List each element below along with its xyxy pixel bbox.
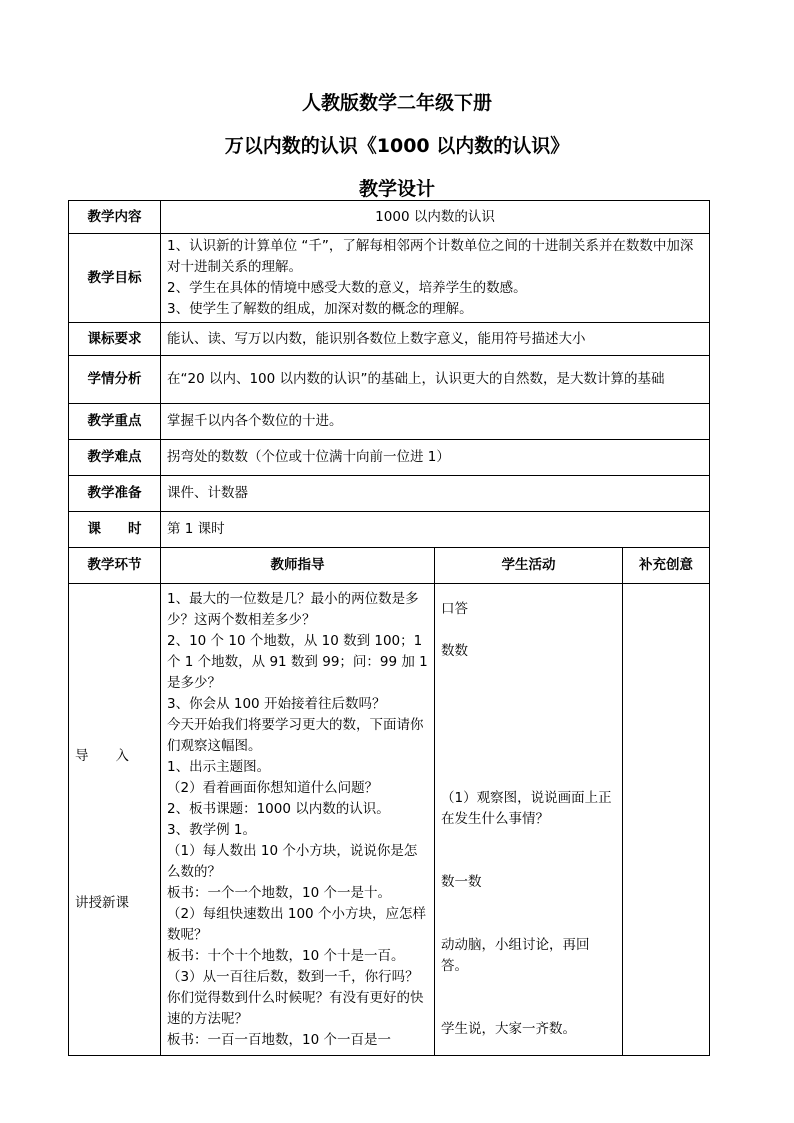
teacher-line: 2、10 个 10 个地数，从 10 数到 100；1 个 1 个地数，从 91 数到 99；问：99 加 1 是多少？ bbox=[167, 632, 428, 691]
row-prep bbox=[69, 476, 710, 512]
header-extra: 补充创意 bbox=[623, 548, 710, 584]
teacher-line: （2）每组快速数出 100 个小方块，应怎样数呢？ bbox=[167, 905, 426, 943]
label-analysis: 学情分析 bbox=[69, 356, 161, 404]
row-key bbox=[69, 404, 710, 440]
row-difficulty bbox=[69, 440, 710, 476]
extra-column bbox=[623, 584, 710, 1056]
header-stage: 教学环节 bbox=[69, 548, 161, 584]
label-key: 教学重点 bbox=[69, 404, 161, 440]
goal-line: 3、使学生了解数的组成，加深对数的概念的理解。 bbox=[167, 301, 473, 317]
goal-line: 1、认识新的计算单位 “千”，了解每相邻两个计数单位之间的十进制关系并在数数中加深对十进制关系的理解。 bbox=[167, 238, 694, 275]
row-goals bbox=[69, 234, 710, 323]
teacher-line: 3、教学例 1。 bbox=[167, 821, 256, 838]
header-student: 学生活动 bbox=[435, 548, 623, 584]
row-standard bbox=[69, 323, 710, 356]
teacher-column bbox=[161, 584, 435, 1056]
value-difficulty: 拐弯处的数数（个位或十位满十向前一位进 1） bbox=[161, 440, 710, 476]
label-hours: 课 时 bbox=[69, 512, 161, 548]
lesson-plan-table bbox=[68, 200, 710, 1056]
student-line: 口答 bbox=[441, 601, 468, 617]
doc-heading: 教学设计 bbox=[358, 178, 435, 200]
stage-new-lesson: 讲授新课 bbox=[75, 895, 129, 911]
label-content: 教学内容 bbox=[69, 201, 161, 234]
teacher-line: （1）每人数出 10 个小方块，说说你是怎么数的？ bbox=[167, 842, 418, 880]
stage-column bbox=[69, 584, 161, 1056]
teacher-line: 1、最大的一位数是几？最小的两位数是多少？这两个数相差多少？ bbox=[167, 590, 419, 628]
student-line: 数数 bbox=[441, 643, 468, 659]
doc-title: 人教版数学二年级下册 bbox=[301, 92, 492, 114]
label-difficulty: 教学难点 bbox=[69, 440, 161, 476]
student-line: 动动脑，小组讨论，再回答。 bbox=[441, 937, 590, 974]
label-prep: 教学准备 bbox=[69, 476, 161, 512]
goal-line: 2、学生在具体的情境中感受大数的意义，培养学生的数感。 bbox=[167, 280, 527, 296]
value-content: 1000 以内数的认识 bbox=[161, 201, 710, 234]
teacher-line: 板书：一个一个地数，10 个一是十。 bbox=[167, 884, 391, 901]
row-content bbox=[69, 201, 710, 234]
doc-subtitle: 万以内数的认识《1000 以内数的认识》 bbox=[224, 135, 570, 157]
teacher-line: 2、板书课题：1000 以内数的认识。 bbox=[167, 800, 390, 817]
row-section-headers bbox=[69, 548, 710, 584]
value-prep: 课件、计数器 bbox=[161, 476, 710, 512]
row-analysis bbox=[69, 356, 710, 404]
teacher-line: 3、你会从 100 开始接着往后数吗？ bbox=[167, 695, 386, 712]
label-standard: 课标要求 bbox=[69, 323, 161, 356]
teacher-line: （2）看着画面你想知道什么问题？ bbox=[167, 779, 379, 796]
teacher-line: 板书：一百一百地数，10 个一百是一 bbox=[167, 1031, 391, 1048]
row-process bbox=[69, 584, 710, 1056]
teacher-line: 1、出示主题图。 bbox=[167, 758, 271, 775]
teacher-line: （3）从一百往后数，数到一千，你行吗？你们觉得数到什么时候呢？有没有更好的快速的方法呢？ bbox=[167, 968, 424, 1027]
value-goals bbox=[161, 234, 710, 323]
teacher-line: 今天开始我们将要学习更大的数，下面请你们观察这幅图。 bbox=[167, 716, 424, 754]
value-hours: 第 1 课时 bbox=[161, 512, 710, 548]
value-key: 掌握千以内各个数位的十进。 bbox=[161, 404, 710, 440]
value-analysis: 在“20 以内、100 以内数的认识”的基础上，认识更大的自然数，是大数计算的基础 bbox=[161, 356, 710, 404]
student-line: 学生说，大家一齐数。 bbox=[441, 1021, 576, 1037]
row-hours bbox=[69, 512, 710, 548]
stage-intro: 导 入 bbox=[75, 748, 129, 764]
header-teacher: 教师指导 bbox=[161, 548, 435, 584]
student-column bbox=[435, 584, 623, 1056]
student-line: （1）观察图，说说画面上正在发生什么事情？ bbox=[441, 790, 612, 827]
label-goals: 教学目标 bbox=[69, 234, 161, 323]
teacher-line: 板书：十个十个地数，10 个十是一百。 bbox=[167, 947, 405, 964]
value-standard: 能认、读、写万以内数，能识别各数位上数字意义，能用符号描述大小 bbox=[161, 323, 710, 356]
student-line: 数一数 bbox=[441, 874, 482, 890]
